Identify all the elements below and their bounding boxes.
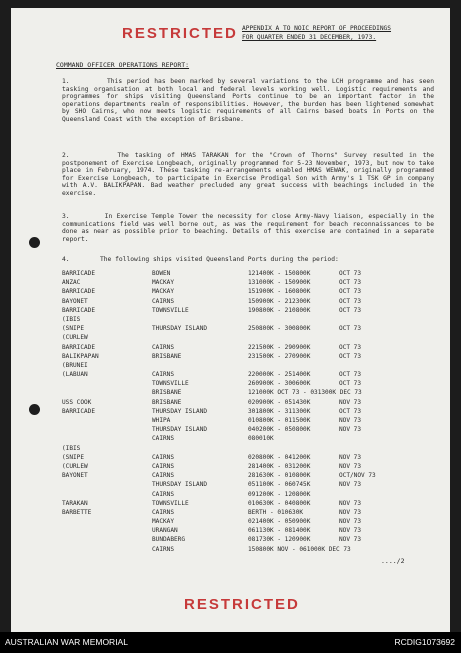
appendix-header — [242, 24, 391, 42]
dates-cell: 301800K - 311300K — [248, 407, 311, 415]
classification-stamp-top: RESTRICTED — [122, 25, 238, 42]
port-cell: CAIRNS — [152, 490, 175, 498]
port-cell: MACKAY — [152, 279, 175, 287]
port-cell: URANGAN — [152, 527, 178, 535]
month-cell: OCT 73 — [339, 279, 362, 287]
dates-cell: 150800K NOV - 061000K DEC 73 — [248, 545, 351, 553]
port-cell: THURSDAY ISLAND — [152, 325, 208, 333]
dates-cell: 061130K - 081400K — [248, 527, 311, 535]
paragraph-3 — [62, 213, 434, 243]
ship-cell: BALIKPAPAN — [62, 352, 99, 360]
port-cell: CAIRNS — [152, 343, 175, 351]
dates-cell: 081730K - 120900K — [248, 536, 311, 544]
classification-stamp-bottom: RESTRICTED — [184, 596, 300, 613]
port-cell: CAIRNS — [152, 297, 175, 305]
ship-cell: BARRICADE — [62, 270, 96, 277]
port-cell: TOWNSVILLE — [152, 380, 189, 388]
ship-cell: BARRICADE — [62, 288, 96, 296]
month-cell: OCT 73 — [339, 270, 362, 277]
month-cell: OCT 73 — [339, 288, 362, 296]
port-cell: TOWNSVILLE — [152, 499, 189, 507]
port-cell: CAIRNS — [152, 462, 175, 470]
ship-cell: (LABUAN — [62, 371, 88, 379]
month-cell: NOV 73 — [339, 481, 362, 489]
ship-cell: BARRICADE — [62, 306, 96, 314]
port-cell: CAIRNS — [152, 435, 175, 443]
port-cell: MACKAY — [152, 288, 175, 296]
port-cell: THURSDAY ISLAND — [152, 426, 208, 434]
section-title: COMMAND OFFICER OPERATIONS REPORT: — [56, 61, 190, 69]
dates-cell: 221500K - 290900K — [248, 343, 311, 351]
footer-record-id: RCDIG1073692 — [394, 637, 455, 647]
port-cell: MACKAY — [152, 518, 175, 526]
punch-hole-bottom — [29, 404, 40, 415]
month-cell: OCT 73 — [339, 297, 362, 305]
dates-cell: 220000K - 251400K — [248, 371, 311, 379]
dates-cell: 021400K - 050900K — [248, 518, 311, 526]
month-cell: OCT 73 — [339, 325, 362, 333]
paragraph-text: The following ships visited Queensland Ports during the period: — [99, 256, 339, 263]
port-cell: BRISBANE — [152, 352, 182, 360]
dates-cell: 080010K — [248, 435, 274, 443]
port-cell: THURSDAY ISLAND — [152, 407, 208, 415]
dates-cell: 231500K - 270900K — [248, 352, 311, 360]
dates-cell: 020800K - 041200K — [248, 453, 311, 461]
port-cell: THURSDAY ISLAND — [152, 481, 208, 489]
port-cell: WHIPA — [152, 417, 171, 424]
port-cell: CAIRNS — [152, 371, 175, 379]
ship-cell: BARBETTE — [62, 508, 92, 516]
month-cell: NOV 73 — [339, 398, 362, 406]
month-cell: OCT 73 — [339, 343, 362, 351]
archive-footer — [0, 632, 461, 653]
dates-cell: BERTH - 010630K — [248, 508, 304, 516]
port-cell: TOWNSVILLE — [152, 306, 189, 314]
dates-cell: 121400K - 150800K — [248, 270, 311, 277]
paragraph-number: 2. — [62, 152, 70, 159]
paragraph-number: 3. — [62, 213, 70, 220]
dates-cell: 150900K - 212300K — [248, 297, 311, 305]
dates-cell: 151900K - 160800K — [248, 288, 311, 296]
month-cell: NOV 73 — [339, 508, 362, 516]
month-cell: NOV 73 — [339, 527, 362, 535]
appendix-header-line1: APPENDIX A TO NOIC REPORT OF PROCEEDINGS — [242, 25, 392, 32]
dates-cell: 010800K - 011500K — [248, 417, 311, 424]
month-cell: OCT 73 — [339, 352, 362, 360]
paragraph-text: The tasking of HMAS TARAKAN for the "Crown of Thorns" Survey resulted in the postponement of Exercise Longbeach, originally programmed for 5-23 November, 1973, but now to take place in February, 1974. These tasking re-arrangements enabled HMAS WEWAK, originally programmed for Exercise Longbeach, to participate in Exercise Prodigal Son with Army's 1 TSK GP in company with A.V. BALIKPAPAN. Bad weather precluded any great success with beachings included in the exercise. — [62, 152, 434, 197]
ship-cell: (CURLEW — [62, 334, 88, 342]
appendix-header-line2: FOR QUARTER ENDED 31 DECEMBER, 1973. — [242, 34, 377, 41]
dates-cell: 281630K - 010800K — [248, 472, 311, 480]
paragraph-2 — [62, 152, 434, 198]
paragraph-1 — [62, 78, 434, 124]
ship-cell: (SNIPE — [62, 325, 85, 333]
month-cell: NOV 73 — [339, 499, 362, 507]
footer-source: AUSTRALIAN WAR MEMORIAL — [5, 637, 128, 647]
dates-cell: 121000K OCT 73 - 031300K DEC 73 — [248, 389, 362, 397]
ship-cell: (IBIS — [62, 444, 81, 452]
punch-hole-top — [29, 237, 40, 248]
dates-cell: 250800K - 300800K — [248, 325, 311, 333]
month-cell: NOV 73 — [339, 518, 362, 526]
ship-cell: (SNIPE — [62, 453, 85, 461]
paragraph-number: 1. — [62, 78, 70, 85]
ship-cell: TARAKAN — [62, 499, 88, 507]
month-cell: NOV 73 — [339, 417, 362, 424]
port-cell: CAIRNS — [152, 472, 175, 480]
month-cell: OCT 73 — [339, 407, 362, 415]
paragraph-text: This period has been marked by several variations to the LCH programme and has seen tasking organisation at both local and federal levels working well. Logistic requirements and programmes for ships visiting Queensland Ports continue to be an important factor in the operations departments realm of responsibilities. However, the burden has been lightened somewhat by SHO Cairns, who now meets logistic requirements of all Cairns based boats in Ports on the Queensland Coast with the exception of Brisbane. — [62, 78, 434, 123]
dates-cell: 040200K - 050800K — [248, 426, 311, 434]
port-cell: CAIRNS — [152, 545, 175, 553]
port-cell: BRISBANE — [152, 389, 182, 397]
paragraph-text: In Exercise Temple Tower the necessity for close Army-Navy liaison, especially in the communications field was well borne out, as was the requirement for beach reconnaissances to be done as near as possible prior to beaching. Details of this exercise are contained in a separate report. — [62, 213, 434, 243]
dates-cell: 260900K - 300600K — [248, 380, 311, 388]
ship-cell: BAYONET — [62, 297, 88, 305]
ship-cell: (IBIS — [62, 315, 81, 323]
dates-cell: 281400K - 031200K — [248, 462, 311, 470]
month-cell: NOV 73 — [339, 462, 362, 470]
port-cell: BOWEN — [152, 270, 171, 277]
ship-cell: USS COOK — [62, 398, 92, 406]
page-continuation: ..../2 — [381, 557, 405, 565]
ship-cell: ANZAC — [62, 279, 81, 287]
dates-cell: 010630K - 040800K — [248, 499, 311, 507]
dates-cell: 091200K - 120800K — [248, 490, 311, 498]
dates-cell: 020900K - 051430K — [248, 398, 311, 406]
month-cell: OCT/NOV 73 — [339, 472, 376, 480]
port-cell: BRISBANE — [152, 398, 182, 406]
month-cell: OCT 73 — [339, 371, 362, 379]
ship-cell: BARRICADE — [62, 343, 96, 351]
month-cell: NOV 73 — [339, 453, 362, 461]
month-cell: NOV 73 — [339, 426, 362, 434]
month-cell: NOV 73 — [339, 536, 362, 544]
ship-cell: BAYONET — [62, 472, 88, 480]
ship-cell: (BRUNEI — [62, 361, 88, 369]
port-cell: CAIRNS — [152, 453, 175, 461]
dates-cell: 051100K - 060745K — [248, 481, 311, 489]
dates-cell: 131000K - 150900K — [248, 279, 311, 287]
port-cell: BUNDABERG — [152, 536, 186, 544]
dates-cell: 190800K - 210800K — [248, 306, 311, 314]
ship-cell: (CURLEW — [62, 462, 88, 470]
paragraph-number: 4. — [62, 256, 70, 263]
month-cell: OCT 73 — [339, 380, 362, 388]
port-cell: CAIRNS — [152, 508, 175, 516]
month-cell: OCT 73 — [339, 306, 362, 314]
paragraph-4 — [62, 256, 434, 264]
ship-cell: BARRICADE — [62, 407, 96, 415]
